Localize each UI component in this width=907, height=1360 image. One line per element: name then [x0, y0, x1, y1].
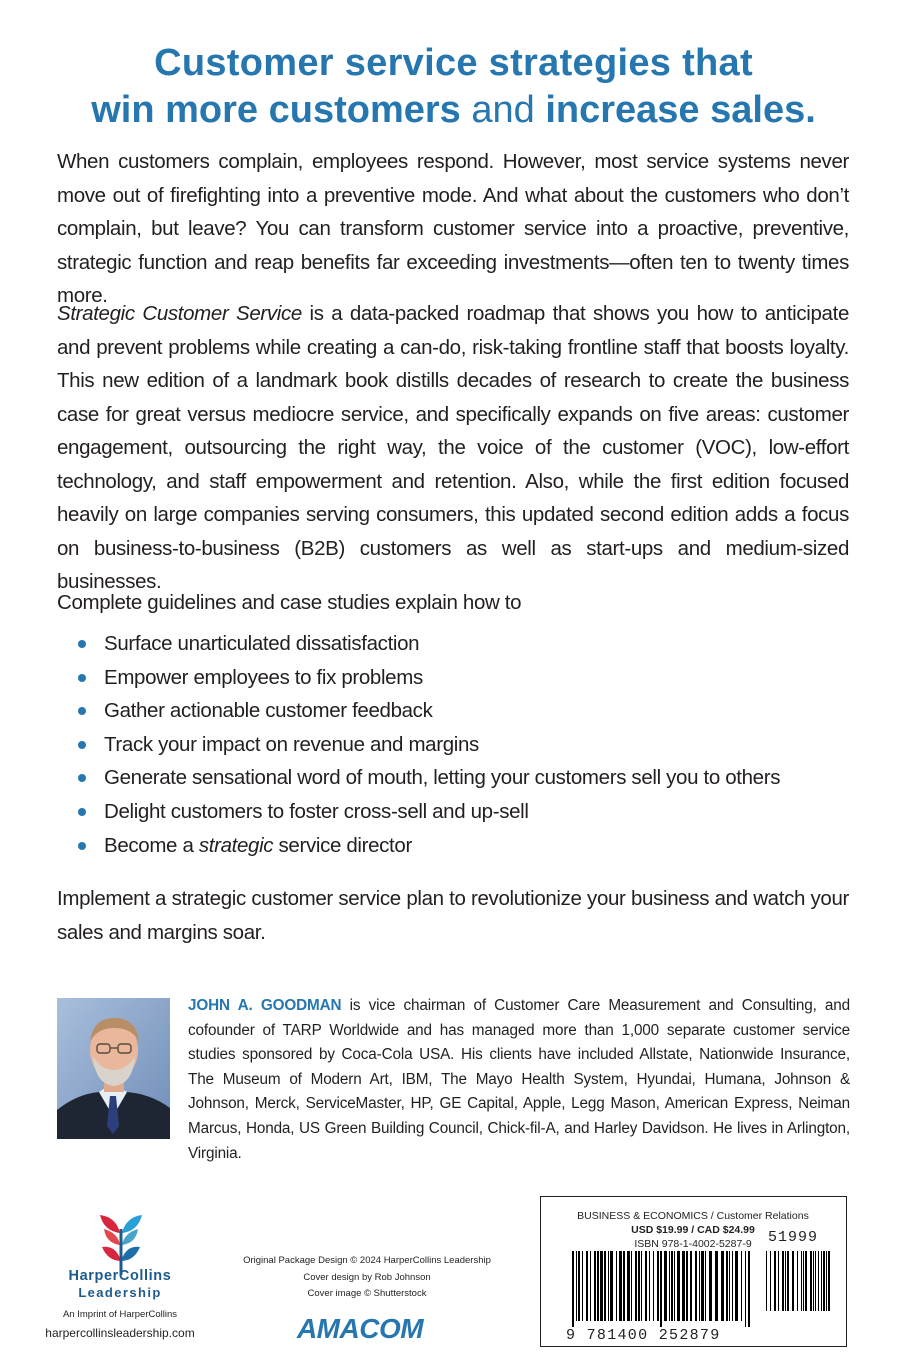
description-paragraph-1	[57, 145, 849, 313]
author-bio	[188, 994, 850, 1166]
cover-credits	[236, 1253, 498, 1303]
bullets-intro	[57, 586, 849, 620]
list-item-text: Surface unarticulated dissatisfaction	[104, 632, 420, 655]
cover-design-credit: Cover design by Rob Johnson	[303, 1271, 431, 1283]
publisher-url[interactable]: harpercollinsleadership.com	[45, 1326, 195, 1340]
bullet-icon	[78, 774, 86, 782]
publisher-division: Leadership	[78, 1285, 162, 1300]
list-item-text: Generate sensational word of mouth, letting your customers sell you to others	[104, 766, 781, 790]
bullet-icon	[78, 808, 86, 816]
bullet-icon	[78, 674, 86, 682]
list-item	[72, 761, 852, 795]
list-item	[72, 728, 852, 762]
closing-paragraph	[57, 882, 849, 949]
list-item	[72, 694, 852, 728]
list-item	[72, 627, 852, 661]
list-item-text-em: strategic	[198, 833, 274, 857]
author-name: JOHN A. GOODMAN	[188, 997, 342, 1014]
isbn-label: ISBN 978-1-4002-5287-9	[634, 1238, 752, 1250]
bullet-icon	[78, 842, 86, 850]
barcode-addon-digits: 51999	[768, 1229, 819, 1246]
barcode-digits: 9 781400 252879	[566, 1327, 721, 1344]
list-item	[72, 829, 852, 863]
list-item-text-post: service director	[273, 833, 412, 857]
publisher-imprint: An Imprint of HarperCollins	[62, 1309, 178, 1320]
book-title-italic: Strategic Customer Service	[57, 302, 302, 325]
publisher-brand	[40, 1267, 200, 1301]
cover-image-credit: Cover image © Shutterstock	[307, 1288, 427, 1299]
headline-line-1: Customer service strategies that	[154, 42, 753, 84]
headline-and: and	[460, 89, 546, 131]
headline-line-2	[0, 86, 907, 134]
author-photo	[57, 998, 170, 1139]
publisher-name: HarperCollins	[68, 1268, 172, 1284]
bullet-icon	[78, 640, 86, 648]
book-price: USD $19.99 / CAD $24.99	[631, 1224, 755, 1236]
bullets-intro-text: Complete guidelines and case studies explain how to	[57, 591, 522, 614]
paragraph-1-text: When customers complain, employees respond. However, most service systems never move out of firefighting into a preventive mode. And what about the customers who don’t complain, but leave? You can transform customer service into a proactive, preventive, strategic function and reap benefits far exceeding investments—often ten to twenty times more.	[57, 150, 849, 307]
description-paragraph-2	[57, 297, 849, 599]
list-item-text: Delight customers to foster cross-sell and up-sell	[104, 799, 529, 823]
headline-emphasis-1: win more customers	[91, 89, 461, 131]
paragraph-2-text	[57, 297, 849, 599]
headline	[0, 40, 907, 134]
author-portrait-icon	[57, 998, 170, 1139]
list-item-text: Gather actionable customer feedback	[104, 699, 433, 723]
list-item	[72, 795, 852, 829]
closing-paragraph-text: Implement a strategic customer service plan to revolutionize your business and watch your sales and margins soar.	[57, 887, 849, 944]
package-design-credit: Original Package Design © 2024 HarperCollins Leadership	[243, 1255, 491, 1266]
barcode-icon	[572, 1251, 832, 1327]
list-item	[72, 661, 852, 695]
bullet-icon	[78, 741, 86, 749]
bullet-list	[72, 627, 852, 862]
amacom-logo: AMACOM	[296, 1313, 424, 1344]
paragraph-2-rest: is a data-packed roadmap that shows you how to anticipate and prevent problems while creating a can-do, risk-taking frontline staff that boosts loyalty. This new edition of a landmark book distills decades of research to create the business case for great versus mediocre service, and specifically expands on five areas: customer engagement, outsourcing the right way, the voice of the customer (VOC), low-effort technology, and staff empowerment and retention. Also, while the first edition focused heavily on large companies serving consumers, this updated second edition adds a focus on business-to-business (B2B) customers as well as start-ups and medium-sized businesses.	[57, 302, 849, 593]
list-item-text-pre: Become a	[104, 833, 199, 857]
bullet-icon	[78, 707, 86, 715]
author-bio-text: is vice chairman of Customer Care Measurement and Consulting, and cofounder of TARP Worldwide and has managed more than 1,000 separate customer service studies sponsored by Coca-Cola USA. His clients have included Allstate, Nationwide Insurance, The Museum of Modern Art, IBM, The Mayo Health System, Hyundai, Humana, Johnson & Johnson, Merck, ServiceMaster, HP, GE Capital, Apple, Legg Mason, American Express, Neiman Marcus, Honda, US Green Building Council, Chick-fil-A, and Harley Davidson. He lives in Arlington, Virginia.	[188, 997, 850, 1162]
headline-emphasis-2: increase sales.	[545, 89, 816, 131]
list-item-text: Track your impact on revenue and margins	[104, 732, 479, 756]
book-category: BUSINESS & ECONOMICS / Customer Relations	[577, 1210, 809, 1222]
list-item-text: Empower employees to fix problems	[104, 665, 423, 689]
